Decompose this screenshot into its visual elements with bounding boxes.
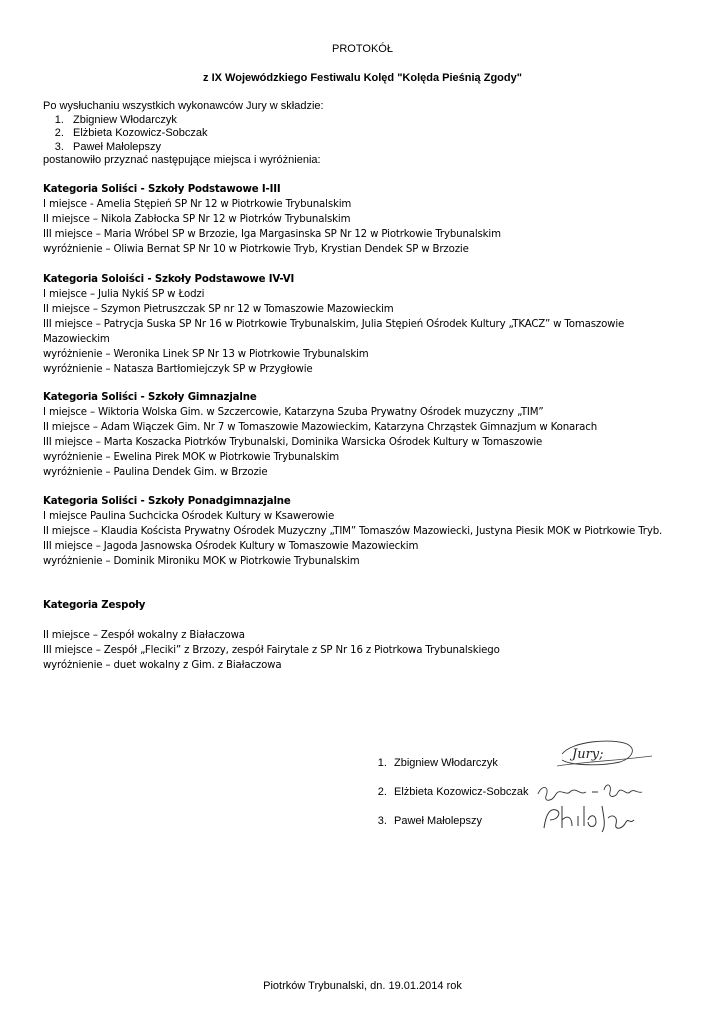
document-title: PROTOKÓŁ bbox=[332, 43, 393, 55]
jury-member: 3. Paweł Małolepszy bbox=[67, 141, 324, 155]
award-line: wyróżnienie – Ewelina Pirek MOK w Piotrkowie Trybunalskim bbox=[43, 452, 340, 463]
award-line: III miejsce – Marta Koszacka Piotrków Trybunalski, Dominika Warsicka Ośrodek Kultury w Tomaszowie bbox=[43, 437, 543, 448]
award-line: wyróżnienie – Paulina Dendek Gim. w Brzozie bbox=[43, 467, 268, 478]
signatory-name: 3. Paweł Małolepszy bbox=[390, 814, 529, 843]
award-line: II miejsce – Nikola Zabłocka SP Nr 12 w Piotrków Trybunalskim bbox=[43, 214, 351, 225]
category-heading: Kategoria Soloiści - Szkoły Podstawowe IV-VI bbox=[43, 274, 295, 285]
award-line: I miejsce Paulina Suchcicka Ośrodek Kultury w Ksawerowie bbox=[43, 511, 335, 522]
award-line: II miejsce – Zespół wokalny z Białaczowa bbox=[43, 630, 245, 641]
category-solo-high-school bbox=[43, 494, 662, 569]
award-line: I miejsce – Wiktoria Wolska Gim. w Szczercowie, Katarzyna Szuba Prywatny Ośrodek muzyczny „TIM” bbox=[43, 407, 544, 418]
category-heading: Kategoria Soliści - Szkoły Podstawowe I-III bbox=[43, 184, 281, 195]
intro-section bbox=[43, 100, 324, 168]
jury-list bbox=[43, 114, 324, 155]
award-line: wyróżnienie – Weronika Linek SP Nr 13 w Piotrkowie Trybunalskim bbox=[43, 349, 369, 360]
category-solo-primary-4-6 bbox=[43, 272, 683, 377]
category-solo-primary-1-3 bbox=[43, 182, 501, 257]
intro-closing: postanowiło przyznać następujące miejsca i wyróżnienia: bbox=[43, 154, 321, 166]
award-line: II miejsce – Szymon Pietruszczak SP nr 12 w Tomaszowie Mazowieckim bbox=[43, 304, 394, 315]
jury-member: 1. Zbigniew Włodarczyk bbox=[67, 114, 324, 128]
award-line: wyróżnienie – Oliwia Bernat SP Nr 10 w Piotrkowie Tryb, Krystian Dendek SP w Brzozie bbox=[43, 244, 469, 255]
award-line: I miejsce – Julia Nykiś SP w Łodzi bbox=[43, 289, 205, 300]
signatory-name: 2. Elżbieta Kozowicz-Sobczak bbox=[390, 785, 529, 814]
footer-place-date: Piotrków Trybunalski, dn. 19.01.2014 rok bbox=[263, 980, 462, 992]
signature-list bbox=[370, 756, 529, 843]
award-line: III miejsce – Maria Wróbel SP w Brzozie, Iga Margasinska SP Nr 12 w Piotrkowie Trybunalskim bbox=[43, 229, 501, 240]
category-heading: Kategoria Zespoły bbox=[43, 600, 146, 611]
category-heading: Kategoria Soliści - Szkoły Ponadgimnazjalne bbox=[43, 496, 291, 507]
award-line: wyróżnienie – Natasza Bartłomiejczyk SP w Przygłowie bbox=[43, 364, 313, 375]
svg-text:Jury;: Jury; bbox=[572, 747, 604, 762]
award-line: III miejsce – Jagoda Jasnowska Ośrodek Kultury w Tomaszowie Mazowieckim bbox=[43, 541, 419, 552]
jury-member: 2. Elżbieta Kozowicz-Sobczak bbox=[67, 127, 324, 141]
award-line: III miejsce – Zespół „Fleciki” z Brzozy, zespół Fairytale z SP Nr 16 z Piotrkowa Trybunalskiego bbox=[43, 645, 500, 656]
document-subtitle: z IX Wojewódzkiego Festiwalu Kolęd "Kolęda Pieśnią Zgody" bbox=[203, 72, 522, 84]
intro-lead: Po wysłuchaniu wszystkich wykonawców Jury w składzie: bbox=[43, 100, 324, 112]
category-heading: Kategoria Soliści - Szkoły Gimnazjalne bbox=[43, 392, 257, 403]
signatory-name: 1. Zbigniew Włodarczyk bbox=[390, 756, 529, 785]
award-line: II miejsce – Adam Wiączek Gim. Nr 7 w Tomaszowie Mazowieckim, Katarzyna Chrząstek Gimnazjum w Konarach bbox=[43, 422, 598, 433]
award-line: wyróżnienie – Dominik Mironiku MOK w Piotrkowie Trybunalskim bbox=[43, 556, 360, 567]
award-line: II miejsce – Klaudia Koścista Prywatny Ośrodek Muzyczny „TIM” Tomaszów Mazowiecki, Justyna Piesik MOK w Piotrkowie Tryb. bbox=[43, 526, 663, 537]
category-solo-junior-high bbox=[43, 390, 597, 480]
award-line: III miejsce – Patrycja Suska SP Nr 16 w Piotrkowie Trybunalskim, Julia Stępień Ośrodek Kultury „TKACZ” w Tomaszowie Mazowieckim bbox=[43, 319, 625, 345]
award-line: wyróżnienie – duet wokalny z Gim. z Białaczowa bbox=[43, 660, 282, 671]
category-ensembles bbox=[43, 598, 500, 673]
award-line: I miejsce - Amelia Stępień SP Nr 12 w Piotrkowie Trybunalskim bbox=[43, 199, 352, 210]
handwritten-signatures bbox=[532, 736, 682, 836]
